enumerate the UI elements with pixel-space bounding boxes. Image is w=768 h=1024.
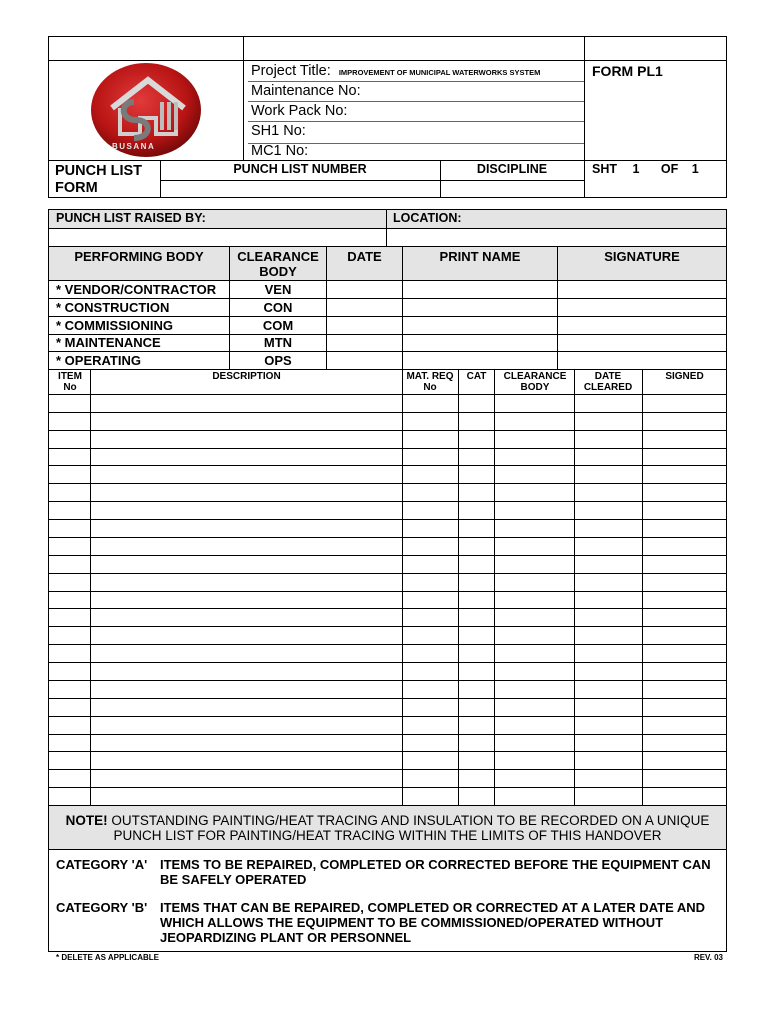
clearance-body-header: CLEARANCE BODY	[237, 249, 319, 279]
performing-body-vendor: * VENDOR/CONTRACTOR	[56, 282, 217, 297]
project-title-label: Project Title:	[251, 63, 331, 79]
table-row	[49, 591, 726, 592]
sh1-no-label: SH1 No:	[251, 123, 306, 139]
table-row	[49, 680, 726, 681]
maintenance-no-label: Maintenance No:	[251, 83, 361, 99]
table-row	[49, 662, 726, 663]
table-row	[49, 626, 726, 627]
clearance-body-col-header: CLEARANCE BODY	[503, 371, 567, 393]
table-row	[49, 465, 726, 466]
table-row	[49, 483, 726, 484]
performing-body-operating: * OPERATING	[56, 353, 141, 368]
item-no-header: ITEM No	[58, 371, 82, 393]
table-row	[49, 716, 726, 717]
discipline-label: DISCIPLINE	[476, 162, 548, 176]
sheet-number: 1	[632, 162, 640, 176]
table-row	[49, 751, 726, 752]
signed-header: SIGNED	[665, 371, 704, 382]
print-name-header: PRINT NAME	[439, 249, 521, 264]
sheet-of-label: OF	[660, 162, 679, 176]
note-label: NOTE!	[65, 813, 108, 828]
table-row	[49, 573, 726, 574]
table-row	[49, 555, 726, 556]
location-label: LOCATION:	[393, 211, 462, 225]
table-row	[49, 394, 726, 395]
table-row	[49, 787, 726, 788]
category-a-label: CATEGORY 'A'	[56, 857, 148, 872]
signature-header: SIGNATURE	[604, 249, 680, 264]
company-logo	[90, 62, 202, 158]
sheet-total: 1	[691, 162, 699, 176]
revision-label: REV. 03	[693, 953, 723, 962]
table-row	[49, 644, 726, 645]
form-code: FORM PL1	[592, 63, 663, 79]
clearance-code-commissioning: COM	[262, 318, 294, 333]
note-body: OUTSTANDING PAINTING/HEAT TRACING AND INSULATION TO BE RECORDED ON A UNIQUE PUNCH LIST FOR PAINTING/HEAT TRACING WITHIN THE LIMITS OF THIS HANDOVER	[107, 813, 710, 843]
table-row	[49, 412, 726, 413]
sheet-label: SHT	[592, 162, 617, 176]
clearance-code-vendor: VEN	[264, 282, 292, 297]
description-header: DESCRIPTION	[212, 371, 281, 382]
table-row	[49, 519, 726, 520]
table-row	[49, 430, 726, 431]
category-b-text: ITEMS THAT CAN BE REPAIRED, COMPLETED OR CORRECTED AT A LATER DATE AND WHICH ALLOWS THE EQUIPMENT TO BE COMMISSIONED/OPERATED WITHOUT JEOPARDIZING PLANT OR PERSONNEL	[160, 900, 706, 945]
work-pack-no-label: Work Pack No:	[251, 103, 348, 119]
project-title-value: IMPROVEMENT OF MUNICIPAL WATERWORKS SYSTEM	[338, 68, 541, 77]
note-text	[60, 813, 715, 843]
clearance-code-operating: OPS	[264, 353, 292, 368]
performing-body-commissioning: * COMMISSIONING	[56, 318, 174, 333]
mc1-no-label: MC1 No:	[251, 143, 309, 159]
performing-body-maintenance: * MAINTENANCE	[56, 335, 161, 350]
category-b-label: CATEGORY 'B'	[56, 900, 148, 915]
mat-req-no-header: MAT. REQ No	[406, 371, 454, 393]
cat-header: CAT	[466, 371, 487, 382]
date-cleared-header: DATE CLEARED	[583, 371, 633, 393]
performing-body-construction: * CONSTRUCTION	[56, 300, 170, 315]
delete-note: * DELETE AS APPLICABLE	[56, 953, 159, 962]
logo-text: BUSANA	[112, 142, 156, 151]
table-row	[49, 698, 726, 699]
table-row	[49, 501, 726, 502]
clearance-code-construction: CON	[263, 300, 293, 315]
performing-body-header: PERFORMING BODY	[74, 249, 204, 264]
project-title-field	[251, 63, 540, 79]
table-row	[49, 769, 726, 770]
form-title: PUNCH LIST FORM	[55, 163, 142, 196]
punch-list-number-label: PUNCH LIST NUMBER	[233, 162, 367, 176]
sheet-info	[592, 162, 699, 176]
table-row	[49, 608, 726, 609]
table-row	[49, 734, 726, 735]
raised-by-label: PUNCH LIST RAISED BY:	[56, 211, 206, 225]
date-header: DATE	[347, 249, 382, 264]
category-a-text: ITEMS TO BE REPAIRED, COMPLETED OR CORRECTED BEFORE THE EQUIPMENT CAN BE SAFELY OPERATED	[160, 857, 711, 887]
clearance-code-maintenance: MTN	[263, 335, 293, 350]
table-row	[49, 448, 726, 449]
table-row	[49, 537, 726, 538]
